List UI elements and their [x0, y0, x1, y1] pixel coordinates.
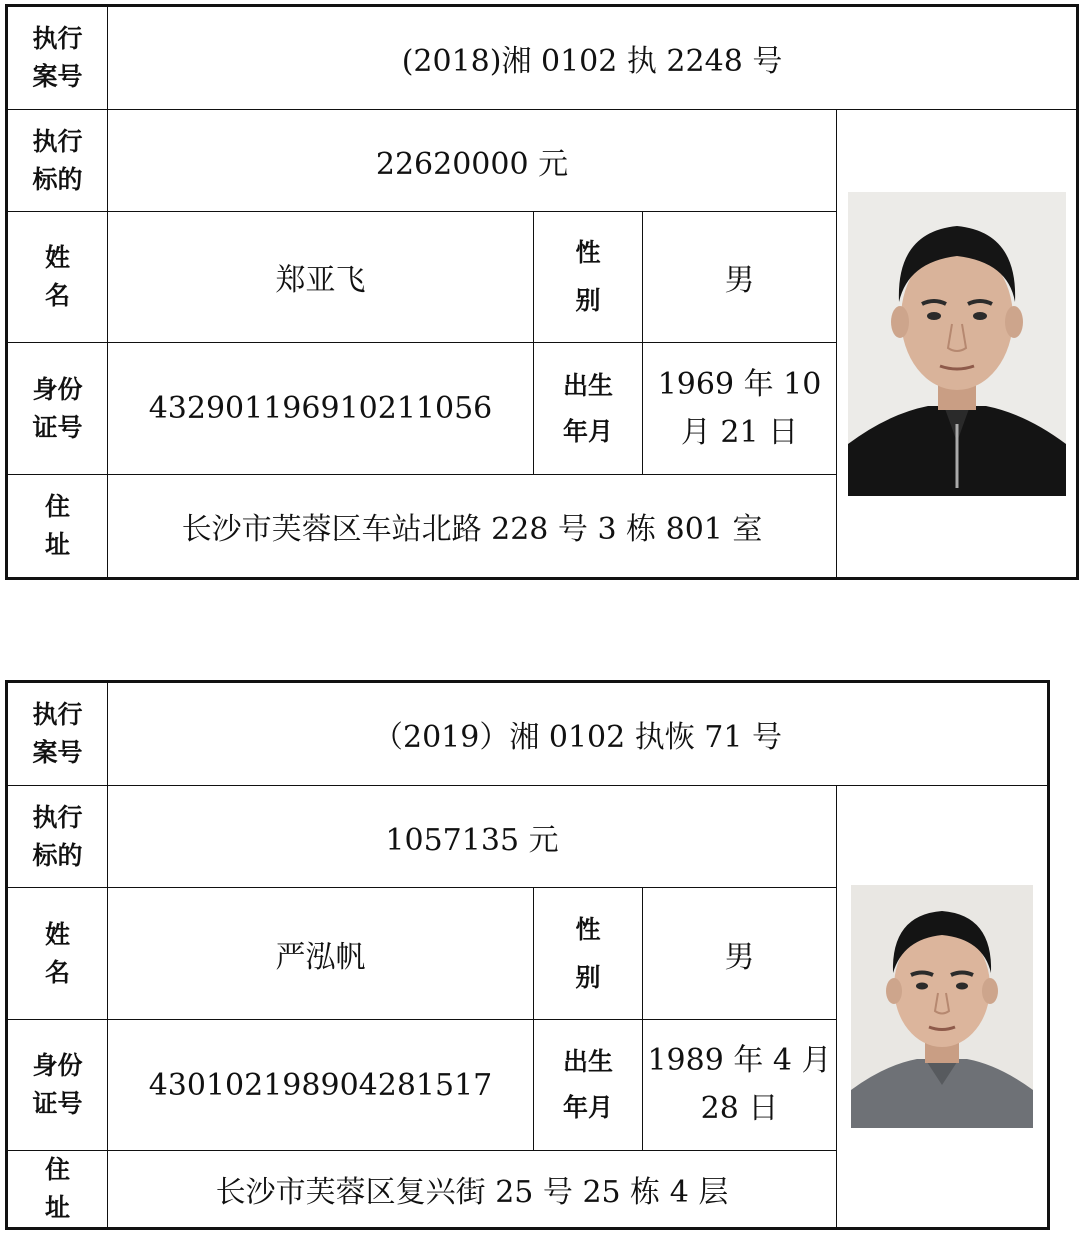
address-value: 长沙市芙蓉区复兴街 25 号 25 栋 4 层	[108, 1151, 837, 1229]
address-label: 住 址	[7, 475, 108, 579]
person-photo	[848, 192, 1066, 496]
birth-value: 1969 年 10 月 21 日	[643, 343, 837, 475]
id-number-label: 身份 证号	[7, 1020, 108, 1151]
case-number-value: (2018)湘 0102 执 2248 号	[108, 6, 1078, 110]
birth-label: 出生 年月	[534, 343, 643, 475]
gender-label: 性 别	[534, 212, 643, 343]
gender-value: 男	[643, 212, 837, 343]
name-value: 郑亚飞	[108, 212, 534, 343]
name-value: 严泓帆	[108, 888, 534, 1020]
record-table-1	[5, 4, 1079, 580]
execution-amount-label: 执行 标的	[7, 110, 108, 212]
birth-value: 1989 年 4 月 28 日	[643, 1020, 837, 1151]
gender-value: 男	[643, 888, 837, 1020]
case-number-value: （2019）湘 0102 执恢 71 号	[108, 682, 1049, 786]
execution-amount-value: 1057135 元	[108, 786, 837, 888]
id-number-value: 430102198904281517	[108, 1020, 534, 1151]
name-label: 姓 名	[7, 212, 108, 343]
person-photo	[851, 885, 1033, 1128]
name-label: 姓 名	[7, 888, 108, 1020]
id-number-label: 身份 证号	[7, 343, 108, 475]
photo-cell	[837, 786, 1049, 1229]
case-number-label: 执行 案号	[7, 682, 108, 786]
execution-amount-value: 22620000 元	[108, 110, 837, 212]
address-label: 住 址	[7, 1151, 108, 1229]
gender-label: 性 别	[534, 888, 643, 1020]
address-value: 长沙市芙蓉区车站北路 228 号 3 栋 801 室	[108, 475, 837, 579]
execution-amount-label: 执行 标的	[7, 786, 108, 888]
photo-cell	[837, 110, 1078, 579]
case-number-label: 执行 案号	[7, 6, 108, 110]
record-table-2	[5, 680, 1050, 1230]
birth-label: 出生 年月	[534, 1020, 643, 1151]
id-number-value: 432901196910211056	[108, 343, 534, 475]
